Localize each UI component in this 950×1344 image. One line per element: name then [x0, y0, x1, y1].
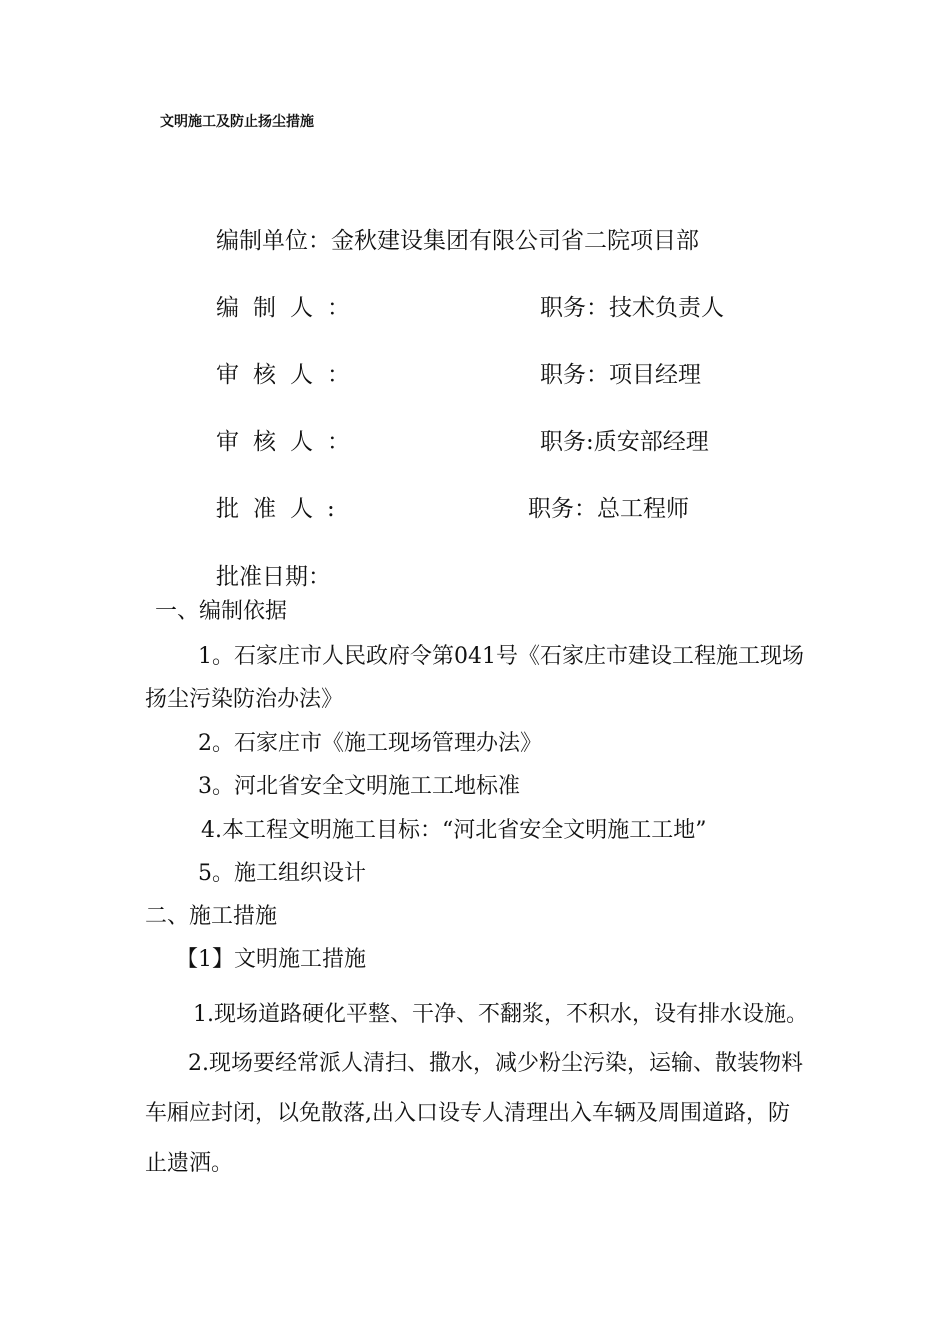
approval-date: 批准日期：	[216, 564, 331, 590]
measure-paragraph-2: 2.现场要经常派人清扫、撒水，减少粉尘污染，运输、散装物料	[188, 1051, 803, 1076]
basis-item-5: 5。施工组织设计	[198, 861, 366, 886]
signature-role: 职务：项目经理	[540, 362, 701, 388]
measure-paragraph-2-line-2: 车厢应封闭，以免散落,出入口设专人清理出入车辆及周围道路，防	[145, 1101, 790, 1126]
basis-item-1: 1。石家庄市人民政府令第041号《石家庄市建设工程施工现场	[198, 644, 804, 669]
signature-role: 职务：总工程师	[528, 496, 689, 522]
measure-paragraph-2-line-3: 止遗洒。	[145, 1151, 234, 1176]
signature-row-reviewer-2	[0, 427, 950, 459]
section-heading-measures: 二、施工措施	[145, 904, 278, 929]
signature-label: 编制人：	[216, 295, 364, 321]
signature-label: 审核人：	[216, 362, 364, 388]
signature-label: 批准人:	[216, 496, 349, 522]
signature-row-approver	[0, 494, 950, 526]
compiler-unit: 编制单位：金秋建设集团有限公司省二院项目部	[216, 228, 699, 254]
signature-row-reviewer-1	[0, 360, 950, 392]
section-heading-basis: 一、编制依据	[155, 599, 288, 624]
measure-paragraph-1: 1.现场道路硬化平整、干净、不翻浆，不积水，设有排水设施。	[193, 1002, 808, 1027]
subheading-civilized-construction: 【1】文明施工措施	[176, 947, 366, 972]
basis-item-3: 3。河北省安全文明施工工地标准	[198, 774, 520, 799]
signature-label: 审核人：	[216, 429, 364, 455]
signature-row-compiler	[0, 293, 950, 325]
signature-role: 职务：技术负责人	[540, 295, 724, 321]
document-title: 文明施工及防止扬尘措施	[160, 114, 314, 130]
basis-item-2: 2。石家庄市《施工现场管理办法》	[198, 731, 542, 756]
signature-role: 职务:质安部经理	[540, 429, 709, 455]
basis-item-1-continued: 扬尘污染防治办法》	[145, 687, 344, 712]
basis-item-4: 4.本工程文明施工目标：“河北省安全文明施工工地”	[201, 818, 707, 843]
